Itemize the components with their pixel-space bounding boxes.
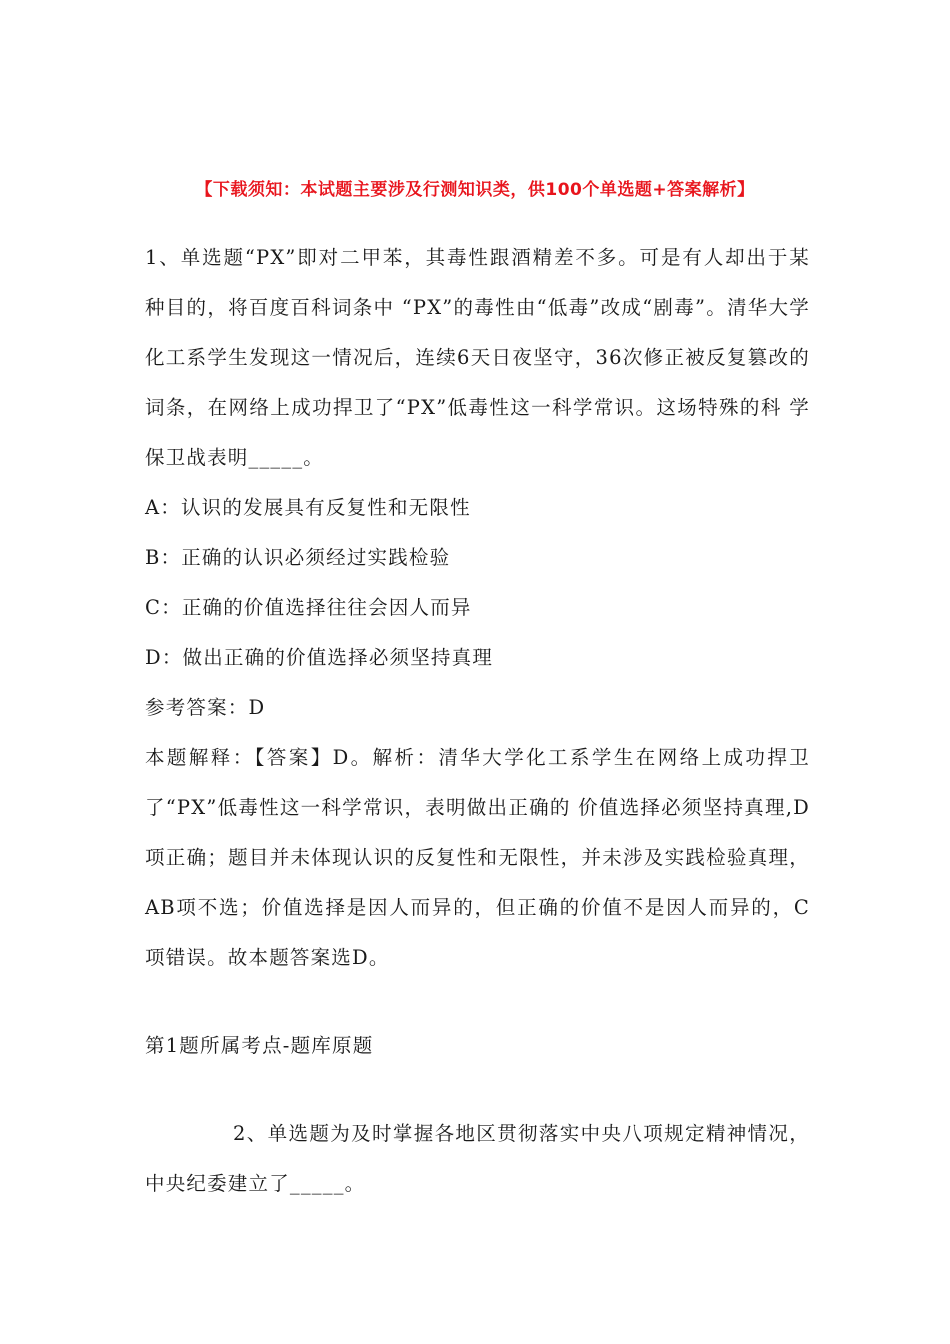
answer-blank: _____	[248, 446, 304, 469]
option-c: C：正确的价值选择往往会因人而异	[145, 596, 472, 619]
question-2-stem	[145, 1109, 810, 1209]
download-notice: 【下载须知：本试题主要涉及行测知识类，供100个单选题+答案解析】	[195, 180, 755, 200]
question-2-stem-end: 。	[344, 1172, 366, 1195]
answer-blank: _____	[289, 1172, 345, 1195]
spacer	[145, 1071, 810, 1109]
option-b: B：正确的认识必须经过实践检验	[145, 546, 451, 569]
option-d: D：做出正确的价值选择必须坚持真理	[145, 646, 494, 669]
question-1-stem	[145, 233, 810, 483]
question-1-stem-text: 1、单选题“PX”即对二甲苯，其毒性跟酒精差不多。可是有人却出于某种目的，将百度百科词条中 “PX”的毒性由“低毒”改成“剧毒”。清华大学化工系学生发现这一情况后，连续6天日夜坚守，36次修正被反复篡改的词条，在网络上成功捍卫了“PX”低毒性这一科学常识。这场特殊的科 学保卫战表明	[145, 246, 810, 469]
question-1-stem-end: 。	[303, 446, 324, 469]
question-2-stem-text: 2、单选题为及时掌握各地区贯彻落实中央八项规定精神情况，中央纪委建立了	[145, 1122, 810, 1195]
option-a: A：认识的发展具有反复性和无限性	[145, 496, 471, 519]
reference-answer: 参考答案：D	[145, 696, 266, 719]
question-1-source: 第1题所属考点-题库原题	[145, 1034, 374, 1057]
question-content	[145, 233, 810, 1209]
spacer	[145, 983, 810, 1021]
explanation: 本题解释：【答案】D。解析：清华大学化工系学生在网络上成功捍卫了“PX”低毒性这一科学常识，表明做出正确的 价值选择必须坚持真理,D项正确；题目并未体现认识的反复性和无限性，并未涉及实践检验真理，AB项不选；价值选择是因人而异的，但正确的价值不是因人而异的，C项错误。故本题答案选D。	[145, 746, 810, 969]
